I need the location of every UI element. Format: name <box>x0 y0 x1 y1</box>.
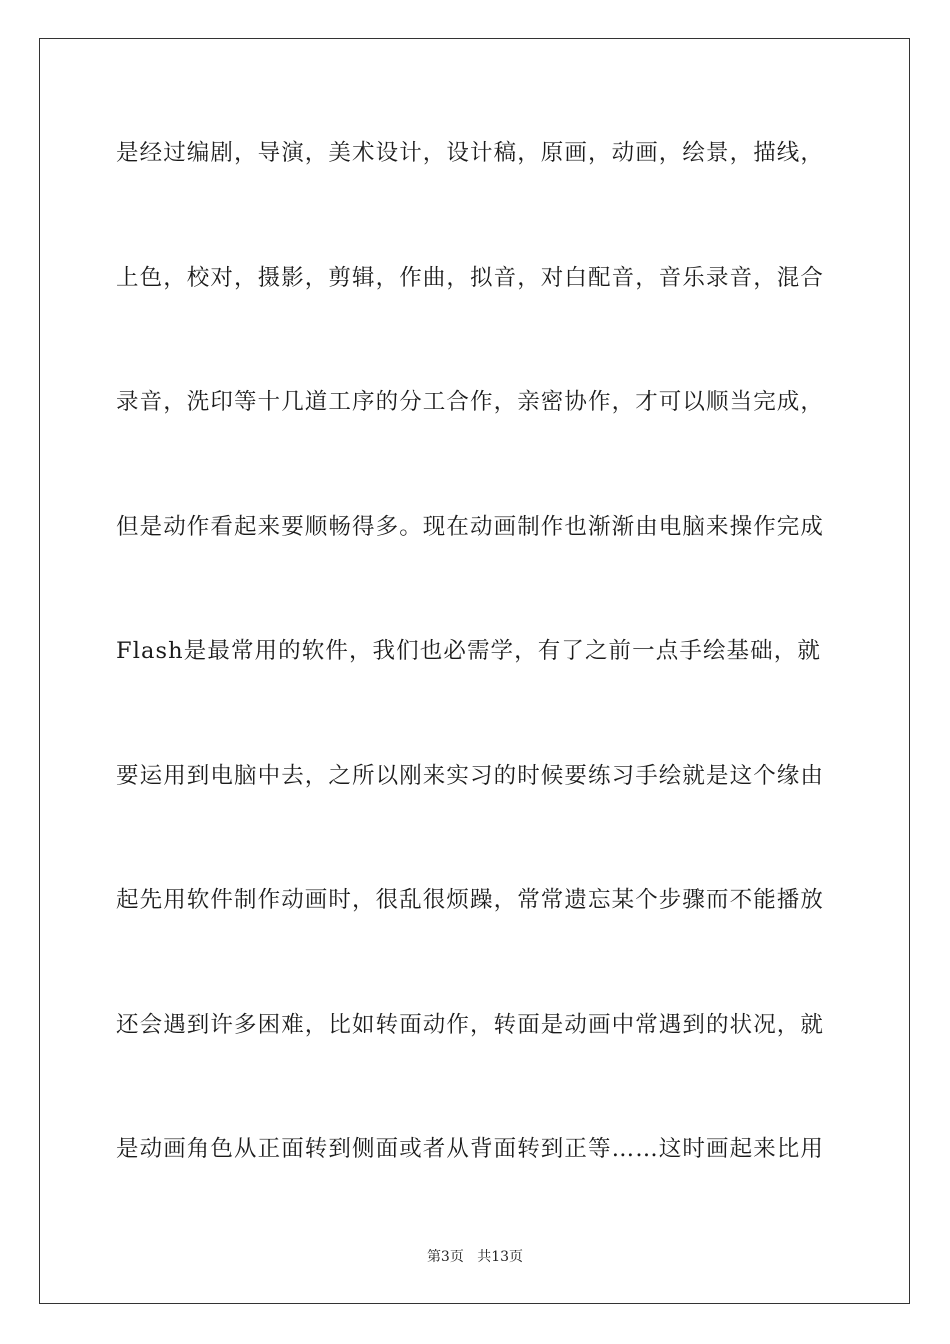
page-number: 第3页 <box>426 1249 464 1265</box>
page-footer <box>0 1246 950 1266</box>
page-total: 共13页 <box>477 1249 524 1265</box>
body-text <box>116 125 836 1246</box>
text-line: 但是动作看起来要顺畅得多。现在动画制作也渐渐由电脑来操作完成 <box>116 513 825 540</box>
text-line: 录音，洗印等十几道工序的分工合作，亲密协作，才可以顺当完成， <box>116 389 825 415</box>
text-line: 还会遇到许多困难，比如转面动作，转面是动画中常遇到的状况，就 <box>116 1011 825 1038</box>
text-line: 上色，校对，摄影，剪辑，作曲，拟音，对白配音，音乐录音，混合 <box>116 264 825 291</box>
text-line: 要运用到电脑中去，之所以刚来实习的时候要练习手绘就是这个缘由 <box>116 762 825 789</box>
text-line: Flash是最常用的软件，我们也必需学，有了之前一点手绘基础，就 <box>116 638 821 664</box>
text-line: 起先用软件制作动画时，很乱很烦躁，常常遗忘某个步骤而不能播放 <box>116 887 825 913</box>
text-line: 是经过编剧，导演，美术设计，设计稿，原画，动画，绘景，描线， <box>116 140 825 166</box>
text-line: 是动画角色从正面转到侧面或者从背面转到正等……这时画起来比用 <box>116 1136 825 1162</box>
